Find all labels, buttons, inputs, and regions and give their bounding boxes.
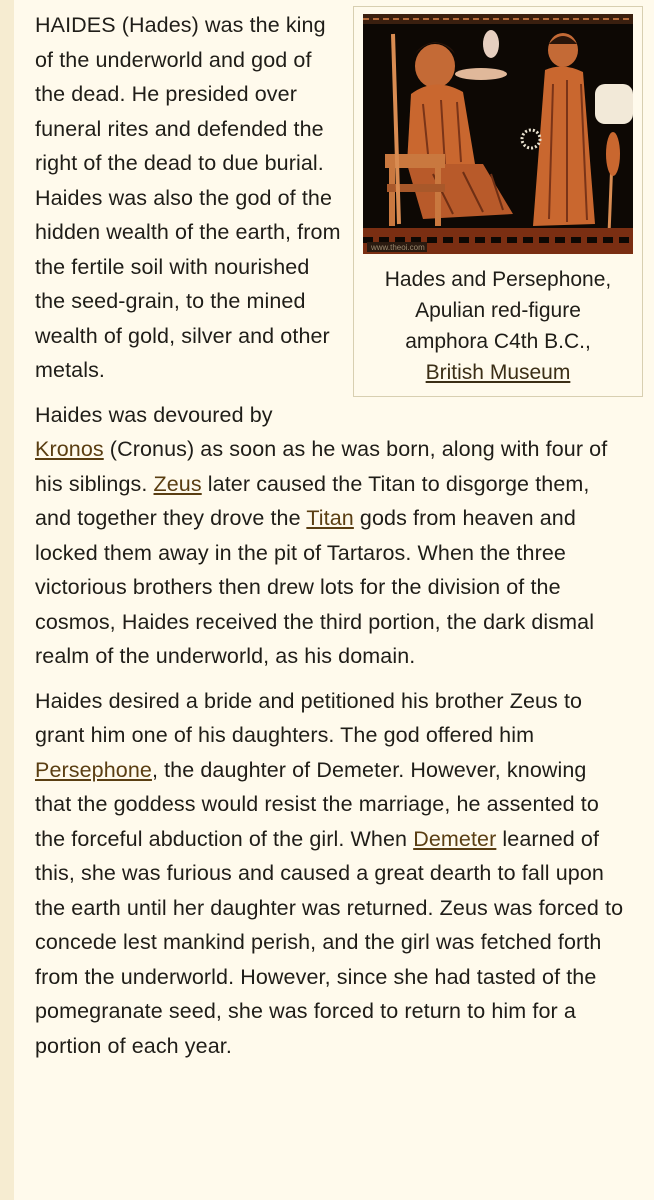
watermark-text: www.theoi.com (371, 243, 425, 252)
caption-line-1: Hades and Persephone, (384, 268, 612, 291)
figure-caption (363, 264, 633, 388)
text-segment: Haides desired a bride and petitioned his brother Zeus to grant him one of his daughters. The god offered him (35, 688, 583, 747)
text-segment: learned of this, she was furious and caused a great dearth to fall upon the earth until her daughter was returned. Zeus was forced to concede lest mankind perish, and the girl was fetched forth from the underworld. However, since she had tasted of the pomegranate seed, she was forced to return to him for a portion of each year. (35, 826, 624, 1058)
paragraph-intro: HAIDES (Hades) was the king of the underworld and god of the dead. He presided over funeral rites and defended the right of the dead to due burial. Haides was also the god of the hidden wealth of the earth, from the fertile soil with nourished the seed-grain, to the mined wealth of gold, silver and other metals. (35, 13, 341, 382)
british-museum-link[interactable]: British Museum (425, 361, 571, 384)
kronos-link[interactable]: Kronos (35, 437, 104, 461)
persephone-link[interactable]: Persephone (35, 757, 152, 782)
caption-line-2: Apulian red-figure (415, 299, 581, 322)
text-segment: later caused the Titan to disgorge them, and together they drove the (35, 471, 590, 530)
text-segment: Haides was devoured by (35, 402, 273, 427)
figure-box (353, 6, 643, 397)
page-edge (0, 0, 14, 1200)
text-segment: gods from heaven and locked them away in the pit of Tartaros. When the three victorious brothers then drew lots for the division of the cosmos, Haides received the third portion, the dark dismal realm of the underworld, as his domain. (35, 506, 595, 668)
zeus-link[interactable]: Zeus (153, 471, 202, 496)
text-segment: , the daughter of Demeter. However, knowing that the goddess would resist the marriage, he assented to the forceful abduction of the girl. When (35, 757, 599, 851)
caption-line-3: amphora C4th B.C., (405, 330, 591, 353)
paragraph-bride (35, 684, 628, 1064)
text-segment: (Cronus) as soon as he was born, along with four of his siblings. (35, 437, 608, 496)
vase-image[interactable] (363, 14, 633, 254)
paragraph-birth (35, 398, 628, 674)
demeter-link[interactable]: Demeter (413, 826, 497, 851)
titan-link[interactable]: Titan (306, 506, 354, 530)
